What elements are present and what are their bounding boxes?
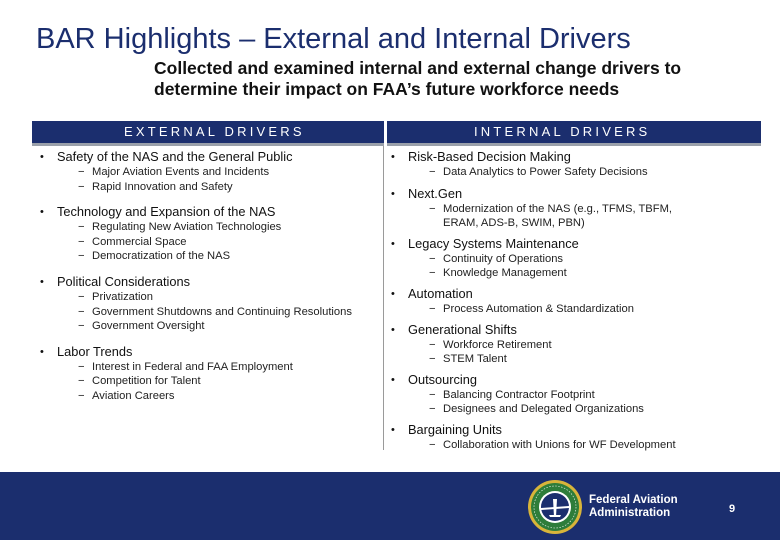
sub-item: − Interest in Federal and FAA Employment (78, 360, 293, 373)
sub-item: − Continuity of Operations (429, 252, 564, 265)
external-drivers-header (32, 121, 384, 146)
list-item (40, 204, 380, 264)
sub-item: − STEM Talent (429, 353, 507, 366)
driver-label: Labor Trends (57, 343, 133, 359)
sub-item: − Process Automation & Standardization (429, 302, 634, 315)
header-rule (32, 143, 384, 146)
faa-seal-icon (527, 479, 583, 535)
driver-label: Technology and Expansion of the NAS (57, 204, 276, 220)
list-item (391, 322, 761, 367)
page-number: 9 (729, 503, 736, 515)
driver-label: Legacy Systems Maintenance (408, 235, 579, 251)
page-subtitle: Collected and examined internal and external change drivers to determine their impact on FAA’s future workforce needs (154, 58, 682, 99)
sub-item: − Regulating New Aviation Technologies (78, 221, 282, 234)
list-item (391, 149, 761, 180)
sub-item: − Privatization (78, 290, 153, 303)
list-item (391, 372, 761, 417)
internal-drivers-header-label: INTERNAL DRIVERS (474, 124, 651, 139)
driver-label: Political Considerations (57, 273, 191, 289)
sub-item: − Competition for Talent (78, 375, 201, 388)
driver-label: Outsourcing (408, 371, 477, 387)
faa-org-name (589, 494, 678, 520)
driver-bullet: • Legacy Systems Maintenance (391, 235, 579, 251)
internal-drivers-header (387, 121, 761, 146)
sub-item: − Democratization of the NAS (78, 250, 231, 263)
sub-item: − Commercial Space (78, 235, 187, 248)
sub-item: − Rapid Innovation and Safety (78, 180, 233, 193)
sub-item: − Workforce Retirement (429, 338, 552, 351)
driver-bullet: • Safety of the NAS and the General Public (40, 149, 293, 164)
driver-bullet: • Next.Gen (391, 185, 463, 201)
sub-item: − Collaboration with Unions for WF Development (429, 438, 676, 451)
driver-bullet: • Bargaining Units (391, 421, 502, 437)
driver-bullet: • Labor Trends (40, 343, 133, 359)
sub-item: − Data Analytics to Power Safety Decisions (429, 166, 648, 178)
list-item (40, 149, 380, 194)
column-divider (383, 146, 384, 450)
external-drivers-list (40, 149, 380, 404)
driver-label: Next.Gen (408, 185, 463, 201)
driver-label: Safety of the NAS and the General Public (57, 149, 293, 164)
driver-label: Bargaining Units (408, 421, 502, 437)
list-item (40, 344, 380, 404)
list-item (391, 186, 761, 231)
sub-item: − Major Aviation Events and Incidents (78, 166, 270, 178)
sub-item: − Balancing Contractor Footprint (429, 388, 595, 401)
driver-bullet: • Outsourcing (391, 371, 477, 387)
driver-bullet: • Technology and Expansion of the NAS (40, 204, 276, 220)
page-title: BAR Highlights – External and Internal Drivers (36, 23, 631, 55)
sub-item: − Modernization of the NAS (e.g., TFMS, TBFM, ERAM, ADS-B, SWIM, PBN) (429, 202, 673, 230)
driver-bullet: • Political Considerations (40, 273, 191, 289)
sub-item: − Designees and Delegated Organizations (429, 403, 644, 416)
sub-item: − Knowledge Management (429, 267, 567, 280)
driver-bullet: • Risk-Based Decision Making (391, 149, 571, 164)
driver-bullet: • Generational Shifts (391, 321, 517, 337)
list-item (391, 422, 761, 453)
faa-org-name-line2: Administration (589, 507, 671, 519)
header-rule (387, 143, 761, 146)
driver-label: Automation (408, 285, 473, 301)
driver-label: Risk-Based Decision Making (408, 149, 571, 164)
faa-org-name-line1: Federal Aviation (589, 494, 678, 506)
list-item (391, 236, 761, 281)
list-item (40, 274, 380, 334)
sub-item: − Government Shutdowns and Continuing Resolutions (78, 305, 352, 318)
driver-label: Generational Shifts (408, 321, 517, 337)
external-drivers-header-label: EXTERNAL DRIVERS (124, 124, 305, 139)
sub-item: − Aviation Careers (78, 389, 175, 402)
driver-bullet: • Automation (391, 285, 473, 301)
internal-drivers-list (391, 149, 761, 453)
list-item (391, 286, 761, 317)
sub-item: − Government Oversight (78, 320, 205, 333)
